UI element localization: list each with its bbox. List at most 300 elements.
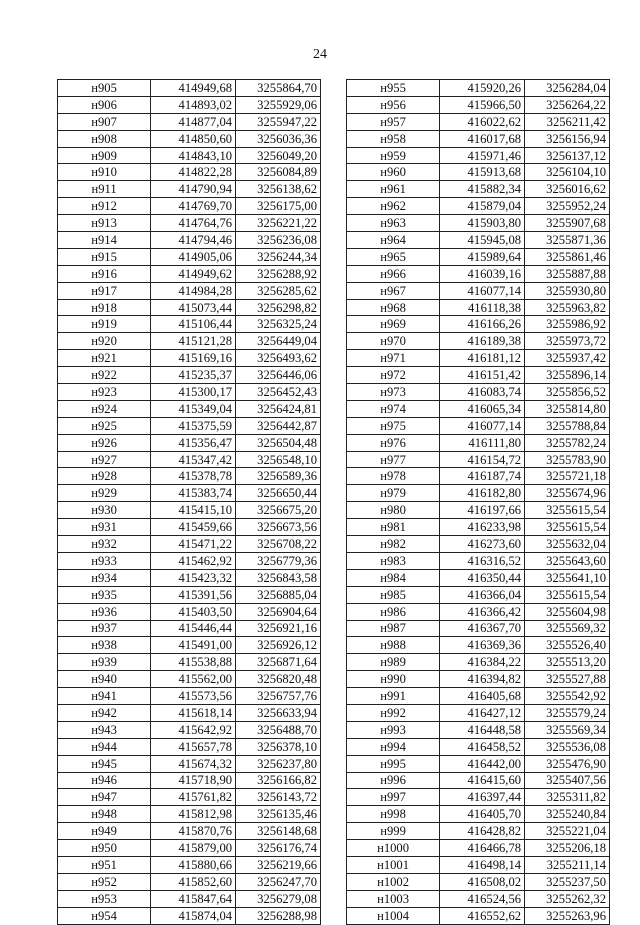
table-row (347, 80, 610, 97)
y-coordinate-cell: 3256049,20 (236, 147, 321, 164)
table-row (58, 823, 321, 840)
table-row (347, 96, 610, 113)
table-row (58, 265, 321, 282)
x-coordinate-cell: 414893,02 (151, 96, 236, 113)
table-row (58, 552, 321, 569)
y-coordinate-cell: 3256166,82 (236, 772, 321, 789)
x-coordinate-cell: 415459,66 (151, 519, 236, 536)
y-coordinate-cell: 3255643,60 (525, 552, 610, 569)
y-coordinate-cell: 3256442,87 (236, 417, 321, 434)
point-id-cell: н937 (58, 620, 151, 637)
y-coordinate-cell: 3255929,06 (236, 96, 321, 113)
y-coordinate-cell: 3256298,82 (236, 299, 321, 316)
y-coordinate-cell: 3255674,96 (525, 485, 610, 502)
x-coordinate-cell: 415375,59 (151, 417, 236, 434)
point-id-cell: н921 (58, 350, 151, 367)
y-coordinate-cell: 3256921,16 (236, 620, 321, 637)
point-id-cell: н993 (347, 721, 440, 738)
x-coordinate-cell: 415674,32 (151, 755, 236, 772)
table-row (58, 688, 321, 705)
table-row (58, 704, 321, 721)
table-row (58, 113, 321, 130)
table-row (347, 384, 610, 401)
table-row (347, 400, 610, 417)
table-row (58, 620, 321, 637)
y-coordinate-cell: 3256548,10 (236, 451, 321, 468)
table-row (58, 248, 321, 265)
y-coordinate-cell: 3256135,46 (236, 806, 321, 823)
y-coordinate-cell: 3256284,04 (525, 80, 610, 97)
x-coordinate-cell: 414877,04 (151, 113, 236, 130)
point-id-cell: н991 (347, 688, 440, 705)
x-coordinate-cell: 415618,14 (151, 704, 236, 721)
y-coordinate-cell: 3256237,80 (236, 755, 321, 772)
table-row (58, 80, 321, 97)
y-coordinate-cell: 3256264,22 (525, 96, 610, 113)
point-id-cell: н915 (58, 248, 151, 265)
y-coordinate-cell: 3256279,08 (236, 890, 321, 907)
table-row (347, 823, 610, 840)
point-id-cell: н932 (58, 536, 151, 553)
y-coordinate-cell: 3255237,50 (525, 873, 610, 890)
x-coordinate-cell: 416187,74 (440, 468, 525, 485)
x-coordinate-cell: 414949,68 (151, 80, 236, 97)
table-row (347, 164, 610, 181)
point-id-cell: н976 (347, 434, 440, 451)
y-coordinate-cell: 3256138,62 (236, 181, 321, 198)
point-id-cell: н965 (347, 248, 440, 265)
y-coordinate-cell: 3255963,82 (525, 299, 610, 316)
x-coordinate-cell: 416384,22 (440, 654, 525, 671)
point-id-cell: н972 (347, 367, 440, 384)
y-coordinate-cell: 3256148,68 (236, 823, 321, 840)
x-coordinate-cell: 415812,98 (151, 806, 236, 823)
table-row (58, 840, 321, 857)
x-coordinate-cell: 416394,82 (440, 671, 525, 688)
y-coordinate-cell: 3256926,12 (236, 637, 321, 654)
table-row (347, 282, 610, 299)
table-row (58, 417, 321, 434)
x-coordinate-cell: 415880,66 (151, 856, 236, 873)
table-row (347, 316, 610, 333)
table-row (347, 215, 610, 232)
point-id-cell: н955 (347, 80, 440, 97)
table-row (58, 434, 321, 451)
point-id-cell: н996 (347, 772, 440, 789)
point-id-cell: н952 (58, 873, 151, 890)
y-coordinate-cell: 3255536,08 (525, 738, 610, 755)
x-coordinate-cell: 415718,90 (151, 772, 236, 789)
point-id-cell: н910 (58, 164, 151, 181)
point-id-cell: н942 (58, 704, 151, 721)
point-id-cell: н963 (347, 215, 440, 232)
x-coordinate-cell: 416181,12 (440, 350, 525, 367)
table-row (58, 637, 321, 654)
y-coordinate-cell: 3256452,43 (236, 384, 321, 401)
table-row (58, 536, 321, 553)
point-id-cell: н961 (347, 181, 440, 198)
point-id-cell: н985 (347, 586, 440, 603)
y-coordinate-cell: 3256843,58 (236, 569, 321, 586)
point-id-cell: н968 (347, 299, 440, 316)
x-coordinate-cell: 415657,78 (151, 738, 236, 755)
y-coordinate-cell: 3255952,24 (525, 198, 610, 215)
table-row (347, 502, 610, 519)
point-id-cell: н989 (347, 654, 440, 671)
point-id-cell: н979 (347, 485, 440, 502)
y-coordinate-cell: 3256036,36 (236, 130, 321, 147)
point-id-cell: н935 (58, 586, 151, 603)
x-coordinate-cell: 416017,68 (440, 130, 525, 147)
table-row (58, 738, 321, 755)
x-coordinate-cell: 415874,04 (151, 907, 236, 924)
point-id-cell: н906 (58, 96, 151, 113)
y-coordinate-cell: 3256650,44 (236, 485, 321, 502)
x-coordinate-cell: 414769,70 (151, 198, 236, 215)
point-id-cell: н918 (58, 299, 151, 316)
table-row (347, 485, 610, 502)
point-id-cell: н975 (347, 417, 440, 434)
table-row (347, 130, 610, 147)
table-row (347, 417, 610, 434)
point-id-cell: н953 (58, 890, 151, 907)
point-id-cell: н919 (58, 316, 151, 333)
y-coordinate-cell: 3256779,36 (236, 552, 321, 569)
y-coordinate-cell: 3256488,70 (236, 721, 321, 738)
x-coordinate-cell: 415349,04 (151, 400, 236, 417)
point-id-cell: н970 (347, 333, 440, 350)
point-id-cell: н971 (347, 350, 440, 367)
point-id-cell: н973 (347, 384, 440, 401)
table-row (58, 671, 321, 688)
x-coordinate-cell: 415989,64 (440, 248, 525, 265)
point-id-cell: н1000 (347, 840, 440, 857)
x-coordinate-cell: 415761,82 (151, 789, 236, 806)
point-id-cell: н1003 (347, 890, 440, 907)
point-id-cell: н981 (347, 519, 440, 536)
table-row (347, 434, 610, 451)
table-row (347, 772, 610, 789)
x-coordinate-cell: 415966,50 (440, 96, 525, 113)
y-coordinate-cell: 3256176,74 (236, 840, 321, 857)
x-coordinate-cell: 415300,17 (151, 384, 236, 401)
x-coordinate-cell: 416316,52 (440, 552, 525, 569)
table-row (347, 451, 610, 468)
y-coordinate-cell: 3256504,48 (236, 434, 321, 451)
point-id-cell: н909 (58, 147, 151, 164)
x-coordinate-cell: 416369,36 (440, 637, 525, 654)
x-coordinate-cell: 415169,16 (151, 350, 236, 367)
x-coordinate-cell: 416233,98 (440, 519, 525, 536)
point-id-cell: н954 (58, 907, 151, 924)
point-id-cell: н907 (58, 113, 151, 130)
point-id-cell: н912 (58, 198, 151, 215)
x-coordinate-cell: 416118,38 (440, 299, 525, 316)
point-id-cell: н992 (347, 704, 440, 721)
point-id-cell: н1004 (347, 907, 440, 924)
y-coordinate-cell: 3256288,98 (236, 907, 321, 924)
x-coordinate-cell: 415403,50 (151, 603, 236, 620)
x-coordinate-cell: 415391,56 (151, 586, 236, 603)
x-coordinate-cell: 415971,46 (440, 147, 525, 164)
point-id-cell: н1001 (347, 856, 440, 873)
y-coordinate-cell: 3256633,94 (236, 704, 321, 721)
point-id-cell: н998 (347, 806, 440, 823)
x-coordinate-cell: 415562,00 (151, 671, 236, 688)
y-coordinate-cell: 3256449,04 (236, 333, 321, 350)
x-coordinate-cell: 416524,56 (440, 890, 525, 907)
table-row (58, 873, 321, 890)
table-row (58, 400, 321, 417)
y-coordinate-cell: 3255632,04 (525, 536, 610, 553)
point-id-cell: н994 (347, 738, 440, 755)
table-row (347, 620, 610, 637)
x-coordinate-cell: 414764,76 (151, 215, 236, 232)
point-id-cell: н948 (58, 806, 151, 823)
x-coordinate-cell: 416077,14 (440, 417, 525, 434)
point-id-cell: н941 (58, 688, 151, 705)
x-coordinate-cell: 415356,47 (151, 434, 236, 451)
point-id-cell: н917 (58, 282, 151, 299)
page-number: 24 (313, 47, 327, 62)
point-id-cell: н930 (58, 502, 151, 519)
x-coordinate-cell: 415852,60 (151, 873, 236, 890)
table-row (347, 789, 610, 806)
point-id-cell: н944 (58, 738, 151, 755)
point-id-cell: н980 (347, 502, 440, 519)
y-coordinate-cell: 3256288,92 (236, 265, 321, 282)
y-coordinate-cell: 3255973,72 (525, 333, 610, 350)
x-coordinate-cell: 416367,70 (440, 620, 525, 637)
x-coordinate-cell: 416151,42 (440, 367, 525, 384)
table-row (347, 552, 610, 569)
table-row (58, 755, 321, 772)
x-coordinate-cell: 416166,26 (440, 316, 525, 333)
y-coordinate-cell: 3255579,24 (525, 704, 610, 721)
y-coordinate-cell: 3256221,22 (236, 215, 321, 232)
y-coordinate-cell: 3255907,68 (525, 215, 610, 232)
x-coordinate-cell: 415415,10 (151, 502, 236, 519)
table-row (58, 130, 321, 147)
x-coordinate-cell: 415121,28 (151, 333, 236, 350)
point-id-cell: н946 (58, 772, 151, 789)
point-id-cell: н933 (58, 552, 151, 569)
x-coordinate-cell: 416182,80 (440, 485, 525, 502)
point-id-cell: н928 (58, 468, 151, 485)
x-coordinate-cell: 416154,72 (440, 451, 525, 468)
x-coordinate-cell: 414984,28 (151, 282, 236, 299)
x-coordinate-cell: 415879,04 (440, 198, 525, 215)
table-row (347, 536, 610, 553)
x-coordinate-cell: 416442,00 (440, 755, 525, 772)
table-row (58, 789, 321, 806)
table-row (347, 333, 610, 350)
y-coordinate-cell: 3256137,12 (525, 147, 610, 164)
y-coordinate-cell: 3256244,34 (236, 248, 321, 265)
point-id-cell: н938 (58, 637, 151, 654)
table-row (347, 738, 610, 755)
point-id-cell: н983 (347, 552, 440, 569)
point-id-cell: н931 (58, 519, 151, 536)
x-coordinate-cell: 416427,12 (440, 704, 525, 721)
x-coordinate-cell: 416197,66 (440, 502, 525, 519)
table-row (347, 688, 610, 705)
x-coordinate-cell: 416189,38 (440, 333, 525, 350)
x-coordinate-cell: 416273,60 (440, 536, 525, 553)
table-row (58, 384, 321, 401)
table-row (347, 704, 610, 721)
y-coordinate-cell: 3255407,56 (525, 772, 610, 789)
point-id-cell: н951 (58, 856, 151, 873)
x-coordinate-cell: 416077,14 (440, 282, 525, 299)
y-coordinate-cell: 3256084,89 (236, 164, 321, 181)
table-row (347, 350, 610, 367)
y-coordinate-cell: 3256673,56 (236, 519, 321, 536)
x-coordinate-cell: 416415,60 (440, 772, 525, 789)
y-coordinate-cell: 3256325,24 (236, 316, 321, 333)
point-id-cell: н939 (58, 654, 151, 671)
x-coordinate-cell: 416448,58 (440, 721, 525, 738)
y-coordinate-cell: 3255569,34 (525, 721, 610, 738)
y-coordinate-cell: 3255896,14 (525, 367, 610, 384)
table-row (58, 502, 321, 519)
y-coordinate-cell: 3255527,88 (525, 671, 610, 688)
x-coordinate-cell: 415870,76 (151, 823, 236, 840)
point-id-cell: н950 (58, 840, 151, 857)
table-row (347, 603, 610, 620)
x-coordinate-cell: 416366,04 (440, 586, 525, 603)
table-row (58, 451, 321, 468)
table-row (58, 164, 321, 181)
y-coordinate-cell: 3255887,88 (525, 265, 610, 282)
point-id-cell: н969 (347, 316, 440, 333)
point-id-cell: н984 (347, 569, 440, 586)
y-coordinate-cell: 3256589,36 (236, 468, 321, 485)
point-id-cell: н913 (58, 215, 151, 232)
y-coordinate-cell: 3255782,24 (525, 434, 610, 451)
y-coordinate-cell: 3255476,90 (525, 755, 610, 772)
point-id-cell: н927 (58, 451, 151, 468)
point-id-cell: н947 (58, 789, 151, 806)
table-row (347, 569, 610, 586)
table-row (347, 873, 610, 890)
x-coordinate-cell: 414790,94 (151, 181, 236, 198)
x-coordinate-cell: 415903,80 (440, 215, 525, 232)
table-row (58, 772, 321, 789)
x-coordinate-cell: 414843,10 (151, 147, 236, 164)
y-coordinate-cell: 3255788,84 (525, 417, 610, 434)
point-id-cell: н924 (58, 400, 151, 417)
x-coordinate-cell: 414905,06 (151, 248, 236, 265)
table-row (58, 654, 321, 671)
x-coordinate-cell: 416552,62 (440, 907, 525, 924)
y-coordinate-cell: 3255526,40 (525, 637, 610, 654)
y-coordinate-cell: 3256211,42 (525, 113, 610, 130)
y-coordinate-cell: 3256708,22 (236, 536, 321, 553)
point-id-cell: н923 (58, 384, 151, 401)
x-coordinate-cell: 416366,42 (440, 603, 525, 620)
point-id-cell: н1002 (347, 873, 440, 890)
table-row (58, 316, 321, 333)
table-row (58, 215, 321, 232)
point-id-cell: н990 (347, 671, 440, 688)
y-coordinate-cell: 3256175,00 (236, 198, 321, 215)
y-coordinate-cell: 3256104,10 (525, 164, 610, 181)
table-row (58, 198, 321, 215)
x-coordinate-cell: 415106,44 (151, 316, 236, 333)
y-coordinate-cell: 3256219,66 (236, 856, 321, 873)
point-id-cell: н959 (347, 147, 440, 164)
table-row (347, 367, 610, 384)
table-row (58, 721, 321, 738)
table-row (58, 333, 321, 350)
x-coordinate-cell: 415471,22 (151, 536, 236, 553)
table-row (347, 637, 610, 654)
x-coordinate-cell: 414949,62 (151, 265, 236, 282)
x-coordinate-cell: 415920,26 (440, 80, 525, 97)
table-row (347, 147, 610, 164)
point-id-cell: н956 (347, 96, 440, 113)
table-row (347, 721, 610, 738)
x-coordinate-cell: 415491,00 (151, 637, 236, 654)
table-row (58, 603, 321, 620)
x-coordinate-cell: 415882,34 (440, 181, 525, 198)
y-coordinate-cell: 3255569,32 (525, 620, 610, 637)
point-id-cell: н940 (58, 671, 151, 688)
table-row (58, 96, 321, 113)
y-coordinate-cell: 3255211,14 (525, 856, 610, 873)
table-row (58, 350, 321, 367)
y-coordinate-cell: 3255615,54 (525, 519, 610, 536)
table-row (347, 806, 610, 823)
x-coordinate-cell: 415383,74 (151, 485, 236, 502)
point-id-cell: н936 (58, 603, 151, 620)
point-id-cell: н957 (347, 113, 440, 130)
table-row (347, 519, 610, 536)
y-coordinate-cell: 3255240,84 (525, 806, 610, 823)
point-id-cell: н999 (347, 823, 440, 840)
table-row (347, 856, 610, 873)
table-row (58, 806, 321, 823)
x-coordinate-cell: 415642,92 (151, 721, 236, 738)
y-coordinate-cell: 3255861,46 (525, 248, 610, 265)
table-row (347, 113, 610, 130)
table-row (58, 856, 321, 873)
x-coordinate-cell: 416458,52 (440, 738, 525, 755)
point-id-cell: н966 (347, 265, 440, 282)
x-coordinate-cell: 415913,68 (440, 164, 525, 181)
table-row (58, 519, 321, 536)
y-coordinate-cell: 3256675,20 (236, 502, 321, 519)
table-row (347, 671, 610, 688)
point-id-cell: н908 (58, 130, 151, 147)
point-id-cell: н995 (347, 755, 440, 772)
table-row (347, 468, 610, 485)
table-row (347, 232, 610, 249)
table-row (347, 840, 610, 857)
y-coordinate-cell: 3255513,20 (525, 654, 610, 671)
point-id-cell: н943 (58, 721, 151, 738)
point-id-cell: н997 (347, 789, 440, 806)
table-row (347, 755, 610, 772)
x-coordinate-cell: 416083,74 (440, 384, 525, 401)
table-row (347, 265, 610, 282)
y-coordinate-cell: 3256885,04 (236, 586, 321, 603)
y-coordinate-cell: 3256446,06 (236, 367, 321, 384)
x-coordinate-cell: 416508,02 (440, 873, 525, 890)
x-coordinate-cell: 416466,78 (440, 840, 525, 857)
table-row (347, 198, 610, 215)
